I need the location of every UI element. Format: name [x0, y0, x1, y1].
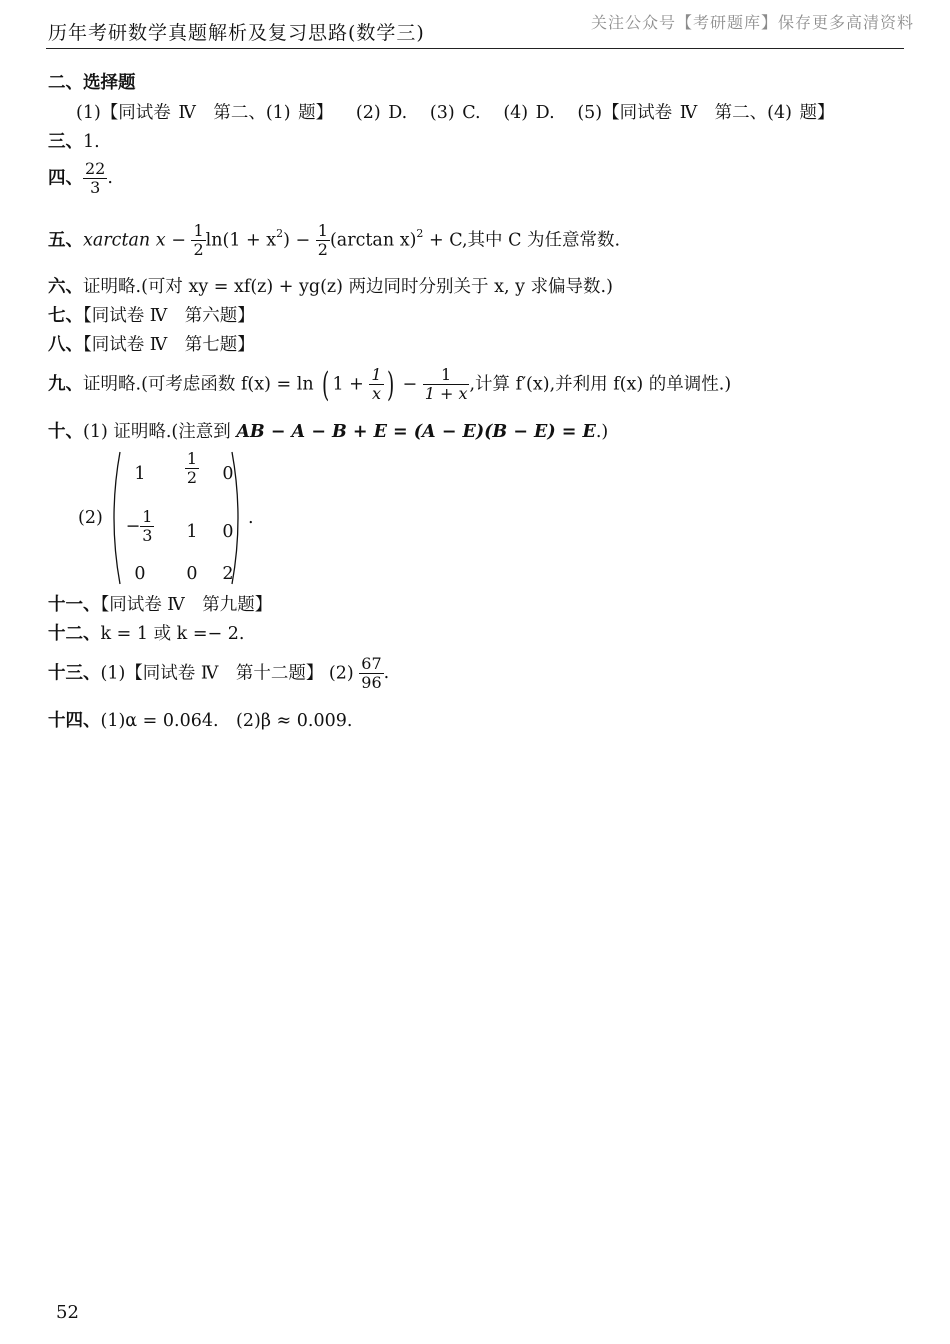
section-11-text: 【同试卷 Ⅳ 第九题】 [100, 595, 273, 615]
answer-1: (1)【同试卷 Ⅳ 第二、(1) 题】 [76, 103, 334, 123]
denominator: 2 [317, 240, 328, 259]
answer-5: (5)【同试卷 Ⅳ 第二、(4) 题】 [577, 103, 835, 123]
section-label: 十二、 [48, 624, 101, 644]
section-label: 四、 [48, 168, 83, 189]
expr-part: ln(1 + x [205, 230, 277, 251]
answer-3: (3) C. [429, 103, 481, 123]
superscript: 2 [276, 227, 284, 240]
left-paren: ( [322, 364, 330, 405]
section-label: 七、 [48, 306, 83, 326]
section-10-part-2 [78, 450, 268, 586]
section-2-answers [76, 102, 835, 124]
denominator: 1 + x [424, 384, 468, 403]
answer-4: (4) D. [503, 103, 555, 123]
matrix-cell: 2 [222, 564, 234, 584]
numerator: 67 [361, 654, 382, 673]
section-label: 十一、 [48, 595, 101, 615]
section-6-text: 证明略.(可对 xy = xf(z) + yg(z) 两边同时分别关于 x, y 求偏导数.) [83, 277, 613, 297]
matrix-cell: 0 [134, 564, 146, 584]
numerator: 1 [193, 221, 204, 240]
section-6 [48, 276, 613, 298]
fraction [423, 366, 470, 403]
fraction [369, 366, 383, 403]
expr-part: (1)【同试卷 Ⅳ 第十二题】 (2) [100, 663, 354, 684]
section-5 [48, 222, 620, 259]
section-label: 三、 [48, 132, 83, 152]
denominator: 96 [361, 673, 382, 692]
expr-part: (1) 证明略.(注意到 [83, 422, 237, 442]
denominator: x [372, 384, 382, 403]
section-4 [48, 160, 113, 197]
numerator: 22 [85, 159, 106, 178]
watermark-text: 关注公众号【考研题库】保存更多高清资料 [590, 13, 914, 32]
section-3 [48, 131, 100, 153]
right-paren: ) [386, 364, 394, 405]
expr-part: + C,其中 C 为任意常数. [428, 230, 621, 251]
section-label: 八、 [48, 335, 83, 355]
expr-part: xarctan x − [83, 230, 186, 251]
matrix-cell-fraction: − $\frac{1}{3}$ [125, 507, 153, 545]
fraction [359, 655, 383, 692]
matrix-cell: 0 [186, 564, 198, 584]
header-rule [46, 48, 904, 49]
numerator: 1 [423, 366, 470, 385]
section-label: 六、 [48, 277, 83, 297]
section-9 [48, 366, 731, 403]
expr-part: − [402, 374, 418, 395]
period: . [107, 168, 113, 188]
section-label: 五、 [48, 230, 83, 251]
section-7 [48, 305, 255, 327]
section-13 [48, 655, 389, 692]
expr-part: ) − [283, 230, 311, 251]
section-label: 十三、 [48, 663, 101, 684]
fraction [83, 160, 107, 197]
section-7-text: 【同试卷 Ⅳ 第六题】 [83, 306, 255, 326]
denominator: 2 [193, 240, 204, 259]
section-label: 九、 [48, 374, 83, 395]
numerator: 1 [371, 365, 382, 384]
section-label: 十、 [48, 422, 83, 442]
section-14 [48, 710, 352, 732]
page-number: 52 [56, 1302, 79, 1323]
period: . [383, 663, 390, 683]
matrix-cell: 0 [222, 464, 234, 484]
section-12-text: k = 1 或 k =− 2. [100, 624, 245, 644]
section-label: 二、选择题 [48, 73, 136, 93]
matrix-cell: 0 [222, 522, 234, 542]
superscript: 2 [416, 227, 424, 240]
numerator: 1 [317, 221, 328, 240]
period: . [248, 508, 254, 528]
section-12 [48, 623, 244, 645]
section-label: 十四、 [48, 711, 101, 731]
expr-part: ,计算 f′(x),并利用 f(x) 的单调性.) [469, 374, 732, 395]
section-3-answer: 1. [83, 132, 100, 152]
matrix-cell: 1 [186, 522, 198, 542]
expr-part: 证明略.(可考虑函数 f(x) = ln [83, 374, 314, 395]
section-14-text: (1)α = 0.064. (2)β ≈ 0.009. [100, 711, 353, 731]
expr-part: (arctan x) [329, 230, 417, 251]
part-label: (2) [78, 508, 103, 528]
fraction-half [191, 222, 205, 259]
running-header-title: 历年考研数学真题解析及复习思路(数学三) [48, 22, 425, 44]
denominator: 3 [90, 178, 101, 197]
section-8 [48, 334, 255, 356]
fraction-half [316, 222, 330, 259]
matrix-cell-fraction: $\frac{1}{2}$ [186, 449, 198, 487]
expr-part: .) [595, 422, 609, 442]
section-11 [48, 594, 272, 616]
section-10-part-1 [48, 421, 608, 443]
section-8-text: 【同试卷 Ⅳ 第七题】 [83, 335, 255, 355]
answer-2: (2) D. [355, 103, 408, 123]
section-2-heading [48, 72, 136, 94]
matrix-identity: AB − A − B + E = (A − E)(B − E) = E [236, 422, 596, 442]
matrix-cell: 1 [134, 464, 146, 484]
expr-part: 1 + [332, 374, 364, 395]
